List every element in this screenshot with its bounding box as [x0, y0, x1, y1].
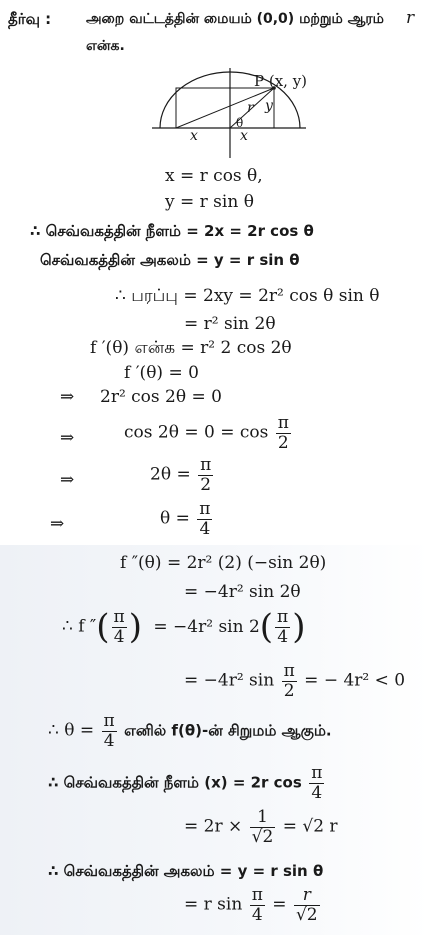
area-line-1: ∴ பரப்பு = 2xy = 2r² cos θ sin θ — [115, 286, 380, 306]
diagram-x-right: x — [240, 128, 248, 144]
derivative-line: f ′(θ) என்க = r² 2 cos 2θ — [90, 338, 292, 358]
res-a: = −4r² sin — [184, 670, 275, 691]
final-breadth-value — [184, 886, 322, 924]
pi-over-4-c: $\frac{\pi}{4}$ — [113, 607, 125, 647]
br-b: = r sin — [184, 894, 243, 915]
minimum-text: எனில் f(θ)-ன் சிறுமம் ஆகும். — [124, 721, 332, 740]
br-c: = — [272, 894, 287, 915]
final-length-text: ∴ செவ்வகத்தின் நீளம் (x) = 2r cos — [48, 773, 302, 792]
pi-over-2-c: $\frac{\pi}{2}$ — [283, 661, 295, 701]
len-b: = 2r × — [184, 816, 243, 837]
second-derivative-1: f ″(θ) = 2r² (2) (−sin 2θ) — [120, 553, 327, 573]
derivative-zero: f ′(θ) = 0 — [124, 363, 199, 383]
implies-2-expr — [124, 414, 293, 452]
len-c: = √2 r — [282, 816, 338, 837]
diagram-theta-label: θ — [236, 116, 244, 130]
intro-radius: r — [406, 8, 415, 28]
theta-equals: ∴ θ = — [48, 720, 95, 741]
implies-3-expr — [150, 456, 215, 494]
implies-3: ⇒ — [60, 470, 75, 490]
r-over-root2: $\frac{r}{√2}$ — [295, 885, 318, 925]
at-mid: = −4r² sin 2 — [153, 616, 260, 637]
diagram-point-label: P (x, y) — [254, 72, 308, 90]
cos-expr: cos 2θ = 0 = cos — [124, 422, 269, 443]
pi-over-4-g: $\frac{\pi}{4}$ — [251, 885, 263, 925]
intro-end: என்க. — [86, 38, 125, 54]
pi-over-4: $\frac{\pi}{4}$ — [199, 499, 211, 539]
implies-2: ⇒ — [60, 428, 75, 448]
final-length-line — [48, 764, 326, 802]
two-theta: 2θ = — [150, 464, 191, 485]
implies-1: ⇒ — [60, 387, 75, 407]
second-derivative-at: ∴ f ″( $\frac{\pi}{4}$ ) = −4r² sin 2( $\frac{\pi}{4}$ ) — [62, 607, 306, 648]
eq-x: x = r cos θ, — [165, 166, 263, 186]
pi-over-4-e: $\frac{\pi}{4}$ — [103, 711, 115, 751]
pi-over-2: $\frac{\pi}{2}$ — [277, 413, 289, 453]
second-derivative-result — [184, 662, 405, 700]
length-line: ∴ செவ்வகத்தின் நீளம் = 2x = 2r cos θ — [30, 222, 314, 240]
final-breadth-line: ∴ செவ்வகத்தின் அகலம் = y = r sin θ — [48, 862, 324, 880]
pi-over-4-f: $\frac{\pi}{4}$ — [311, 763, 323, 803]
final-length-value — [184, 808, 338, 846]
solution-label: தீர்வு : — [8, 10, 52, 28]
pi-over-4-d: $\frac{\pi}{4}$ — [277, 607, 289, 647]
res-b: = − 4r² < 0 — [304, 670, 406, 691]
theta-eq: θ = — [160, 508, 190, 529]
implies-4: ⇒ — [50, 514, 65, 534]
implies-4-expr — [160, 500, 214, 538]
second-derivative-2: = −4r² sin 2θ — [184, 582, 301, 602]
implies-1-expr: 2r² cos 2θ = 0 — [100, 387, 222, 407]
one-over-root2: $\frac{1}{√2}$ — [251, 807, 274, 847]
eq-y: y = r sin θ — [165, 192, 254, 212]
breadth-line: செவ்வகத்தின் அகலம் = y = r sin θ — [40, 251, 300, 269]
diagram-y-label: y — [265, 98, 273, 114]
area-line-2: = r² sin 2θ — [184, 314, 276, 334]
minimum-line — [48, 712, 332, 750]
intro-text: அறை வட்டத்தின் மையம் (0,0) மற்றும் ஆரம் — [86, 11, 384, 27]
f-double-prime: ∴ f ″ — [62, 616, 97, 637]
diagram-x-left: x — [190, 128, 198, 144]
diagram-r-label: r — [247, 100, 254, 116]
pi-over-2-b: $\frac{\pi}{2}$ — [200, 455, 212, 495]
